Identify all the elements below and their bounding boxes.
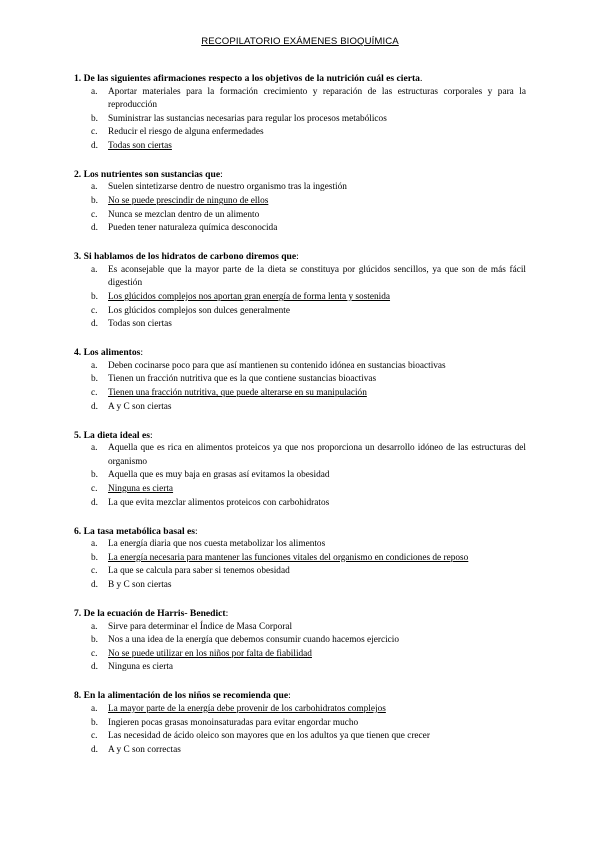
question-list [74,72,526,772]
document-title: RECOPILATORIO EXÁMENES BIOQUÍMICA [201,36,399,47]
answer-option [74,86,526,113]
option-letter: a. [91,539,98,550]
question-2 [74,168,526,236]
question-text: Los alimentos [83,347,141,359]
answer-option [74,744,526,758]
option-letter: a. [91,703,98,714]
answer-option [74,538,526,552]
answer-option [74,552,526,566]
answer-option [74,661,526,675]
correct-answer-text: Todas son ciertas [108,140,172,151]
option-text: Aportar materiales para la formación crecimiento y reparación de las estructuras corporales y para la reproducción [108,86,526,111]
answer-option [74,195,526,209]
question-number: 8. [74,690,82,702]
answer-option [74,730,526,744]
answer-option [74,497,526,511]
option-list [74,538,526,592]
option-letter: a. [91,443,98,454]
question-text: Si hablamos de los hidratos de carbono diremos que [83,251,297,263]
option-letter: c. [91,209,98,220]
option-text: Es aconsejable que la mayor parte de la dieta se constituya por glúcidos sencillos, ya que son de más fácil digestión [108,264,526,289]
option-letter: d. [91,401,98,412]
answer-option [74,621,526,635]
correct-answer-text: Los glúcidos complejos nos aportan gran energía de forma lenta y sostenida [108,292,391,303]
option-letter: c. [91,127,98,138]
option-letter: c. [91,388,98,398]
question-heading [74,689,526,703]
question-number: 4. [74,347,82,359]
question-8 [74,689,526,757]
option-text: Reducir el riesgo de alguna enfermedades [108,127,264,138]
question-7 [74,607,526,675]
question-punctuation: : [195,525,198,537]
question-heading [74,168,526,182]
option-text: La que evita mezclar alimentos proteicos con carbohidratos [108,497,330,508]
option-letter: d. [91,579,98,590]
answer-option [74,469,526,483]
option-text: Ninguna es cierta [108,662,174,673]
option-text: La que se calcula para saber si tenemos obesidad [108,566,290,577]
question-1 [74,72,526,153]
correct-answer-text: Tienen una fracción nutritiva, que puede alterarse en su manipulación [108,388,367,398]
question-text: De la ecuación de Harris- Benedict [83,608,226,620]
question-5 [74,429,526,510]
option-letter: b. [91,717,98,728]
question-text: La tasa metabólica basal es [83,525,196,537]
option-letter: b. [91,470,98,481]
option-text: Suelen sintetizarse dentro de nuestro organismo tras la ingestión [108,182,347,193]
option-text: Suministrar las sustancias necesarias para regular los procesos metabólicos [108,113,387,124]
question-punctuation: : [296,251,299,263]
answer-option [74,291,526,305]
question-number: 5. [74,429,82,441]
option-letter: a. [91,86,98,97]
option-text: Pueden tener naturaleza química desconocida [108,223,278,234]
correct-answer-text: No se puede prescindir de ninguno de ellos [108,196,269,207]
answer-option [74,401,526,415]
option-list [74,86,526,154]
option-list [74,360,526,414]
option-letter: b. [91,292,98,303]
correct-answer-text: No se puede utilizar en los niños por falta de fiabilidad [108,648,312,659]
answer-option [74,222,526,236]
option-letter: d. [91,744,98,755]
option-text: Los glúcidos complejos son dulces generalmente [108,305,291,316]
option-letter: c. [91,731,98,742]
correct-answer-text: La energía necesaria para mantener las funciones vitales del organismo en condiciones de reposo [108,552,469,563]
question-punctuation: : [220,168,223,180]
option-letter: c. [91,483,98,494]
question-6 [74,525,526,593]
option-text: Sirve para determinar el Índice de Masa Corporal [108,621,293,632]
option-letter: d. [91,662,98,673]
option-letter: c. [91,648,98,659]
question-heading [74,346,526,360]
option-list [74,442,526,510]
option-text: A y C son ciertas [108,401,172,412]
question-heading [74,250,526,264]
option-list [74,621,526,675]
answer-option [74,483,526,497]
option-letter: b. [91,196,98,207]
option-text: A y C son correctas [108,744,181,755]
question-4 [74,346,526,414]
question-number: 1. [74,73,82,84]
option-letter: a. [91,264,98,275]
correct-answer-text: Ninguna es cierta [108,483,174,494]
question-number: 6. [74,525,82,537]
option-letter: d. [91,497,98,508]
option-text: Tienen un fracción nutritiva que es la que contiene sustancias bioactivas [108,374,377,385]
option-letter: b. [91,552,98,563]
answer-option [74,717,526,731]
question-heading [74,72,526,86]
option-text: Ingieren pocas grasas monoinsaturadas para evitar engordar mucho [108,717,359,728]
question-number: 7. [74,608,82,620]
question-text: La dieta ideal es [83,429,150,441]
question-heading [74,429,526,443]
answer-option [74,126,526,140]
question-text: Los nutrientes son sustancias que [83,168,221,180]
answer-option [74,264,526,291]
answer-option [74,579,526,593]
option-text: Deben cocinarse poco para que así mantienen su contenido idónea en sustancias bioactivas [108,360,446,371]
question-number: 3. [74,251,82,263]
answer-option [74,373,526,387]
answer-option [74,360,526,374]
option-list [74,181,526,235]
question-punctuation: : [149,429,153,441]
option-text: Nunca se mezclan dentro de un alimento [108,209,260,220]
answer-option [74,442,526,469]
option-text: La energía diaria que nos cuesta metabolizar los alimentos [108,539,326,550]
option-letter: a. [91,360,98,371]
question-punctuation: : [225,608,229,620]
question-3 [74,250,526,331]
option-letter: b. [91,374,98,385]
option-letter: a. [91,182,98,193]
option-text: B y C son ciertas [108,579,172,590]
question-punctuation: : [140,347,144,359]
question-punctuation: . [419,73,423,84]
question-text: De las siguientes afirmaciones respecto a los objetivos de la nutrición cuál es cierta [83,73,420,84]
option-text: Aquella que es rica en alimentos proteicos ya que nos proporciona un desarrollo idóneo de las estructuras del organismo [108,443,526,467]
answer-option [74,181,526,195]
option-letter: d. [91,223,98,234]
answer-option [74,305,526,319]
answer-option [74,387,526,401]
option-text: Todas son ciertas [108,319,172,330]
question-heading [74,607,526,621]
answer-option [74,648,526,662]
option-letter: c. [91,566,98,577]
option-list [74,703,526,757]
question-punctuation: : [288,690,291,702]
option-list [74,264,526,332]
answer-option [74,113,526,127]
answer-option [74,703,526,717]
answer-option [74,318,526,332]
option-letter: d. [91,319,98,330]
question-number: 2. [74,168,82,180]
answer-option [74,634,526,648]
option-letter: d. [91,140,98,151]
answer-option [74,565,526,579]
answer-option [74,209,526,223]
option-letter: b. [91,113,98,124]
question-heading [74,525,526,539]
option-letter: b. [91,635,98,646]
question-text: En la alimentación de los niños se recomienda que [83,690,289,702]
correct-answer-text: La mayor parte de la energía debe provenir de los carbohidratos complejos [108,703,386,714]
answer-option [74,140,526,154]
option-text: Nos a una idea de la energía que debemos consumir cuando hacemos ejercicio [108,635,400,646]
option-text: Las necesidad de ácido oleico son mayores que en los adultos ya que tienen que crecer [108,731,430,742]
option-letter: a. [91,621,98,632]
option-letter: c. [91,305,98,316]
option-text: Aquella que es muy baja en grasas así evitamos la obesidad [108,470,330,481]
